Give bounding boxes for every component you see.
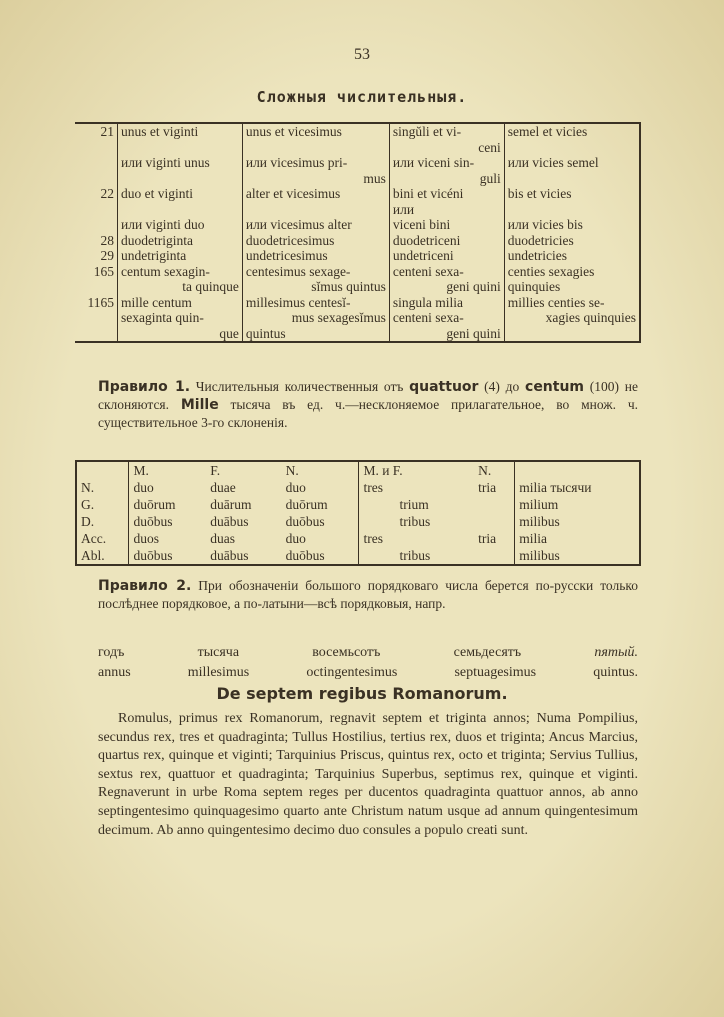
table-cell: mus bbox=[242, 171, 389, 187]
table-cell: или viginti duo bbox=[118, 217, 243, 233]
table-cell: xagies quinquies bbox=[504, 310, 640, 326]
table-cell: duodetriginta bbox=[118, 233, 243, 249]
example-word: тысяча bbox=[197, 645, 240, 660]
table-cell bbox=[474, 513, 515, 530]
table-row bbox=[75, 186, 640, 202]
table-cell bbox=[504, 171, 640, 187]
table-cell: duas bbox=[210, 531, 236, 546]
table-cell: N. bbox=[478, 463, 492, 478]
table-cell: duodetriceni bbox=[389, 233, 504, 249]
table-cell: tres bbox=[359, 530, 474, 547]
table-cell: mille centum bbox=[118, 295, 243, 311]
table-cell: или vicies bis bbox=[504, 217, 640, 233]
table-cell: centeni sexa- bbox=[389, 310, 504, 326]
table-row bbox=[76, 513, 640, 530]
table-cell: ceni bbox=[389, 140, 504, 156]
table-cell bbox=[75, 171, 118, 187]
table-cell: или viginti unus bbox=[118, 155, 243, 171]
table-cell: duae bbox=[210, 480, 236, 495]
table-cell: Abl. bbox=[81, 548, 105, 563]
table-cell: duōbus bbox=[129, 513, 206, 530]
table-row bbox=[75, 155, 640, 171]
table-cell: 21 bbox=[100, 124, 114, 139]
table-cell: duos bbox=[129, 530, 206, 547]
rule-2: Правило 2. При обозначеніи большого порядковаго числа берется по-русски только послѣднее порядковое, а по-латыни—всѣ порядковыя, напр. bbox=[98, 578, 639, 611]
table-cell: semel et vicies bbox=[504, 123, 640, 140]
table-row bbox=[76, 530, 640, 547]
table-cell: unus et viginti bbox=[118, 123, 243, 140]
table-cell: 22 bbox=[100, 186, 114, 201]
table-cell: ta quinque bbox=[118, 279, 243, 295]
table-cell: duo bbox=[285, 531, 306, 546]
table-row bbox=[75, 310, 640, 326]
table-cell: duōrum bbox=[129, 496, 206, 513]
table-cell: quintus bbox=[242, 326, 389, 343]
table-cell: duōbus bbox=[129, 547, 206, 565]
table-cell: milibus bbox=[515, 547, 640, 565]
table-cell: или vicies semel bbox=[504, 155, 640, 171]
table-cell: M. и F. bbox=[359, 461, 474, 479]
table-cell: undetricies bbox=[504, 248, 640, 264]
table-row bbox=[75, 140, 640, 156]
table-cell: или viceni sin- bbox=[389, 155, 504, 171]
table-cell bbox=[75, 326, 118, 343]
table-cell: duo bbox=[129, 479, 206, 496]
table-cell: M. bbox=[129, 461, 206, 479]
table-cell: или vicesimus pri- bbox=[242, 155, 389, 171]
table-cell: milia bbox=[515, 530, 640, 547]
table-cell bbox=[242, 140, 389, 156]
example-word: quintus. bbox=[593, 665, 638, 680]
table-cell bbox=[75, 140, 118, 156]
table-row bbox=[75, 233, 640, 249]
table-cell: geni quini bbox=[389, 279, 504, 295]
reading-paragraph: Romulus, primus rex Romanorum, regnavit septem et triginta annos; Numa Pompilius, secundus rex, tres et quadraginta; Tullus Hostilius, tertius rex, duos et triginta; Ancus Marcius, quartus rex, quinque et viginti; Tarquinius Priscus, quintus rex, octo et triginta; Servius Tullius, sextus rex, quattuor et quadraginta; Tarquinius Superbus, septimus rex, quinque et viginti. Regnaverunt in urbe Roma septem reges per ducentos quadraginta quattuor annos, ab anno septingentesimo quinquagesimo quarto ante Christum natum usque ad annum quingentesimum decimum. Ab anno quingentesimo decimo duo consules a populo creati sunt. bbox=[98, 711, 638, 838]
table-cell: viceni bini bbox=[389, 217, 504, 233]
table-cell bbox=[118, 140, 243, 156]
table-row bbox=[75, 202, 640, 218]
declension-table bbox=[75, 460, 641, 566]
table-row bbox=[75, 217, 640, 233]
table-cell: millies centies se- bbox=[504, 295, 640, 311]
page-number: 53 bbox=[354, 46, 370, 63]
table-cell: G. bbox=[81, 497, 95, 512]
table-cell: D. bbox=[81, 514, 95, 529]
section-title: Сложныя числительныя. bbox=[256, 88, 468, 106]
rule-1: Правило 1. Числительныя количественныя отъ quattuor (4) до centum (100) не склоняются. Mille тысяча въ ед. ч.—несклоняемое прилагательное, во множ. ч. существительное 3-го склоненія. bbox=[98, 379, 638, 430]
table-cell: quinquies bbox=[504, 279, 640, 295]
reading-heading: De septem regibus Romanorum. bbox=[216, 684, 508, 703]
table-cell bbox=[474, 547, 515, 565]
table-cell: alter et vicesimus bbox=[242, 186, 389, 202]
table-cell: или vicesimus alter bbox=[242, 217, 389, 233]
table-cell: sexaginta quin- bbox=[118, 310, 243, 326]
table-cell: centesimus sexage- bbox=[242, 264, 389, 280]
table-cell: 28 bbox=[100, 232, 114, 248]
example-word: annus bbox=[98, 665, 131, 680]
table-cell: duodetricesimus bbox=[242, 233, 389, 249]
table-cell bbox=[515, 461, 640, 479]
table-cell: centum sexagin- bbox=[118, 264, 243, 280]
table-row bbox=[76, 461, 640, 479]
table-row bbox=[75, 264, 640, 280]
table-cell: duōrum bbox=[285, 497, 328, 512]
table-row bbox=[75, 248, 640, 264]
table-cell: duābus bbox=[210, 514, 249, 529]
table-cell: undetriceni bbox=[389, 248, 504, 264]
table-cell: duābus bbox=[210, 548, 249, 563]
table-cell: millesimus centesĭ- bbox=[242, 295, 389, 311]
table-cell: mus sexagesĭmus bbox=[242, 310, 389, 326]
example-word: восемьсотъ bbox=[312, 645, 381, 660]
table-cell bbox=[504, 326, 640, 343]
table-row bbox=[75, 326, 640, 343]
table-cell bbox=[474, 496, 515, 513]
table-cell: bis et vicies bbox=[504, 186, 640, 202]
table-cell: bini et vicéni bbox=[389, 186, 504, 202]
table-cell bbox=[75, 310, 118, 326]
table-cell: или bbox=[389, 202, 504, 218]
table-cell: duārum bbox=[210, 497, 252, 512]
table-cell: 165 bbox=[93, 263, 114, 279]
table-cell: F. bbox=[210, 463, 221, 478]
table-cell bbox=[504, 140, 640, 156]
table-cell bbox=[76, 461, 129, 479]
table-cell: que bbox=[118, 326, 243, 343]
table-cell: 1165 bbox=[87, 294, 114, 310]
table-cell bbox=[75, 217, 118, 233]
example-word: годъ bbox=[98, 645, 125, 660]
table-cell bbox=[242, 202, 389, 218]
example-latin bbox=[98, 665, 638, 681]
table-row bbox=[75, 171, 640, 187]
table-row bbox=[76, 496, 640, 513]
table-cell: N. bbox=[81, 480, 95, 495]
compound-numerals-table bbox=[75, 122, 641, 343]
example-word: millesimus bbox=[187, 665, 250, 680]
example-word: octingentesimus bbox=[306, 665, 398, 680]
table-cell: tres bbox=[359, 479, 474, 496]
table-cell: centeni sexa- bbox=[389, 264, 504, 280]
table-row bbox=[75, 279, 640, 295]
table-cell: unus et vicesimus bbox=[242, 123, 389, 140]
table-cell: trium bbox=[359, 496, 474, 513]
table-cell bbox=[118, 202, 243, 218]
table-cell: milium bbox=[515, 496, 640, 513]
table-cell bbox=[75, 202, 118, 218]
table-cell: singŭli et vi- bbox=[389, 123, 504, 140]
table-cell: undetriginta bbox=[118, 248, 243, 264]
table-cell bbox=[75, 279, 118, 295]
example-word: septuagesimus bbox=[454, 665, 537, 680]
table-cell: geni quini bbox=[389, 326, 504, 343]
table-cell: guli bbox=[389, 171, 504, 187]
table-cell: Acc. bbox=[81, 531, 107, 546]
table-cell: tribus bbox=[359, 513, 474, 530]
table-cell bbox=[75, 155, 118, 171]
table-cell: singula milia bbox=[389, 295, 504, 311]
table-row bbox=[75, 295, 640, 311]
table-cell: duōbus bbox=[285, 548, 325, 563]
table-cell: duo et viginti bbox=[118, 186, 243, 202]
table-cell: duōbus bbox=[285, 514, 325, 529]
table-cell: centies sexagies bbox=[504, 264, 640, 280]
table-cell: milia тысячи bbox=[515, 479, 640, 496]
table-cell: 29 bbox=[100, 248, 114, 263]
table-cell: tria bbox=[478, 531, 497, 546]
table-cell: duo bbox=[285, 480, 306, 495]
example-word: семьдесятъ bbox=[453, 645, 522, 660]
table-row bbox=[76, 479, 640, 496]
table-cell: sĭmus quintus bbox=[242, 279, 389, 295]
table-cell bbox=[118, 171, 243, 187]
table-cell: duodetricies bbox=[504, 233, 640, 249]
example-word: пятый. bbox=[594, 645, 638, 660]
example-russian bbox=[98, 645, 638, 661]
table-cell: milibus bbox=[515, 513, 640, 530]
table-cell: N. bbox=[285, 463, 299, 478]
table-row bbox=[76, 547, 640, 565]
table-row bbox=[75, 123, 640, 140]
table-cell: tria bbox=[478, 480, 497, 495]
table-cell: undetricesimus bbox=[242, 248, 389, 264]
table-cell bbox=[504, 202, 640, 218]
table-cell: tribus bbox=[359, 547, 474, 565]
